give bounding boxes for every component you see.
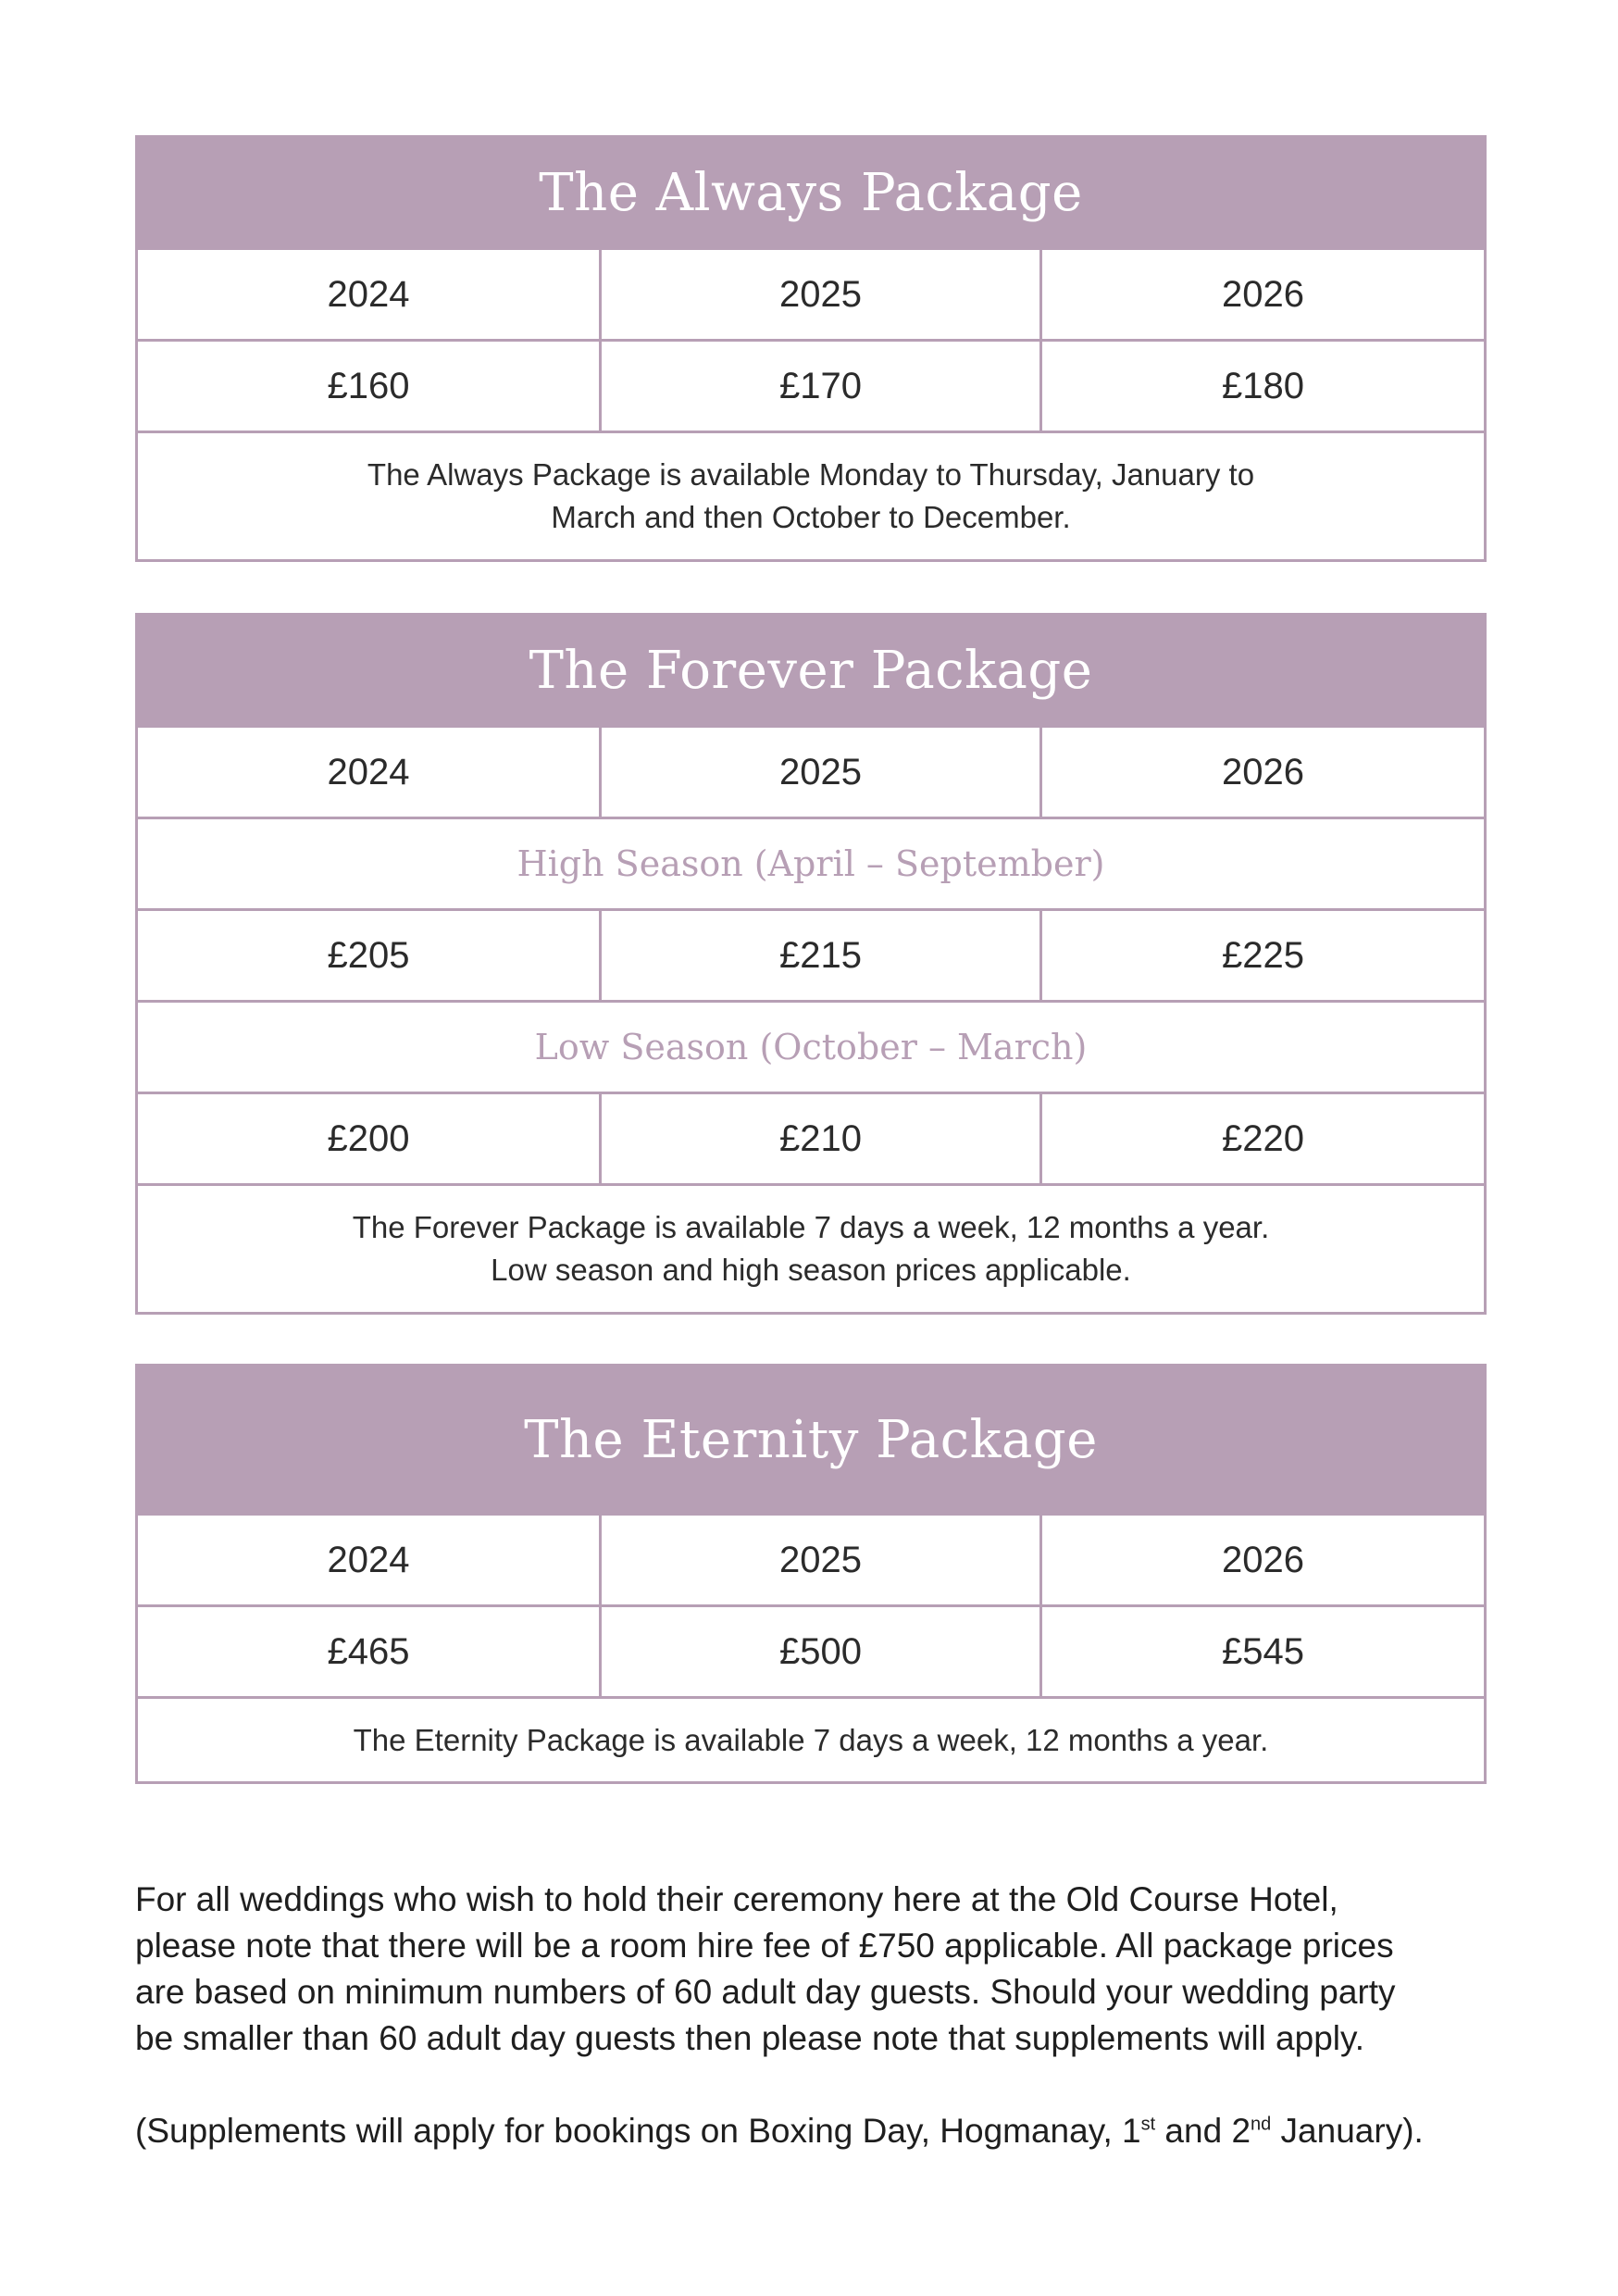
- year-cell: 2026: [1222, 751, 1304, 792]
- price-cell: £200: [138, 1094, 602, 1183]
- supplements-note: [135, 2108, 1505, 2154]
- terms-line: are based on minimum numbers of 60 adult day guests. Should your wedding party: [135, 1973, 1396, 2011]
- supplements-mid: and 2: [1155, 2112, 1251, 2150]
- eternity-package-title: The Eternity Package: [138, 1366, 1484, 1513]
- year-cell: 2026: [1222, 273, 1304, 315]
- price-cell: £180: [1222, 365, 1304, 406]
- supplements-suffix: January).: [1271, 2112, 1424, 2150]
- price-cell: £210: [602, 1094, 1042, 1183]
- supplements-prefix: (Supplements will apply for bookings on Boxing Day, Hogmanay, 1: [135, 2112, 1141, 2150]
- superscript-st: st: [1140, 2114, 1156, 2135]
- year-cell: 2025: [602, 1516, 1042, 1604]
- year-cell: 2024: [138, 728, 602, 817]
- year-cell: 2025: [602, 728, 1042, 817]
- year-cell: 2024: [138, 250, 602, 339]
- forever-package-table: [135, 613, 1487, 1315]
- eternity-package-note: [138, 1696, 1484, 1781]
- price-cell: £215: [602, 911, 1042, 1000]
- price-cell: £160: [138, 342, 602, 430]
- forever-years-row: [138, 725, 1484, 817]
- always-prices-row: [138, 339, 1484, 430]
- year-cell: 2026: [1222, 1539, 1304, 1580]
- price-cell: £170: [602, 342, 1042, 430]
- always-package-title: The Always Package: [138, 138, 1484, 247]
- always-package-note: [138, 430, 1484, 559]
- superscript-nd: nd: [1251, 2114, 1272, 2135]
- high-season-prices-row: [138, 908, 1484, 1000]
- terms-paragraph: [135, 1877, 1505, 2062]
- year-cell: 2025: [602, 250, 1042, 339]
- eternity-package-table: [135, 1364, 1487, 1784]
- eternity-prices-row: [138, 1604, 1484, 1696]
- low-season-prices-row: [138, 1092, 1484, 1183]
- note-line: March and then October to December.: [551, 500, 1071, 534]
- price-cell: £220: [1222, 1117, 1304, 1159]
- eternity-years-row: [138, 1513, 1484, 1604]
- terms-line: please note that there will be a room hire fee of £750 applicable. All package prices: [135, 1927, 1394, 1965]
- price-cell: £225: [1222, 934, 1304, 976]
- terms-line: For all weddings who wish to hold their ceremony here at the Old Course Hotel,: [135, 1880, 1338, 1918]
- forever-package-title: The Forever Package: [138, 616, 1484, 725]
- year-cell: 2024: [138, 1516, 602, 1604]
- high-season-label: High Season (April – September): [138, 817, 1484, 908]
- terms-line: be smaller than 60 adult day guests then please note that supplements will apply.: [135, 2019, 1365, 2057]
- price-cell: £545: [1222, 1630, 1304, 1672]
- forever-package-note: [138, 1183, 1484, 1312]
- note-line: The Forever Package is available 7 days a week, 12 months a year.: [352, 1210, 1270, 1244]
- low-season-label: Low Season (October – March): [138, 1000, 1484, 1092]
- always-package-table: [135, 135, 1487, 562]
- price-cell: £465: [138, 1607, 602, 1696]
- note-line: The Eternity Package is available 7 days a week, 12 months a year.: [353, 1722, 1269, 1757]
- always-years-row: [138, 247, 1484, 339]
- note-line: The Always Package is available Monday to Thursday, January to: [367, 457, 1255, 492]
- price-cell: £205: [138, 911, 602, 1000]
- note-line: Low season and high season prices applicable.: [491, 1253, 1131, 1287]
- supplements-line: [135, 2108, 1505, 2154]
- price-cell: £500: [602, 1607, 1042, 1696]
